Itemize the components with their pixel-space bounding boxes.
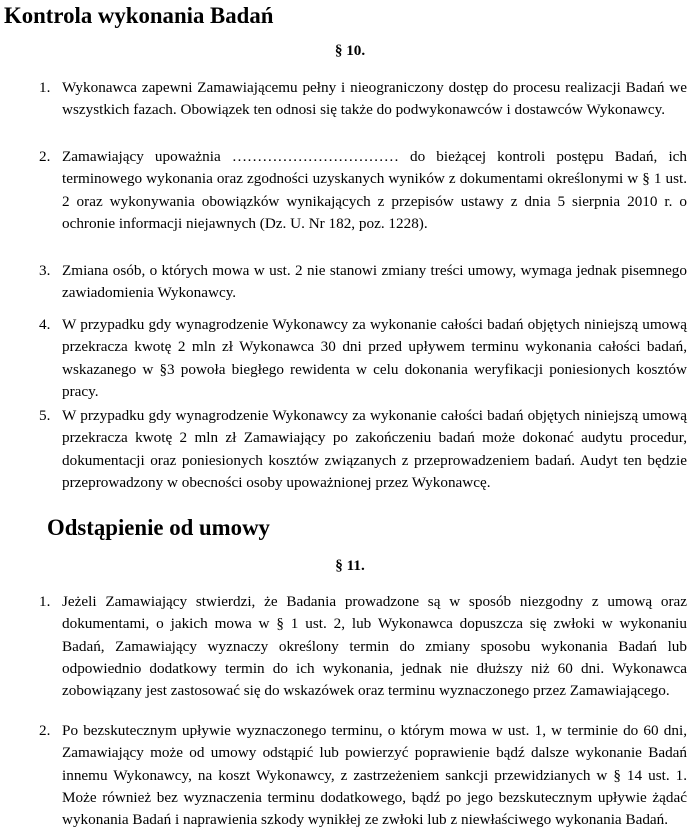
list-item (22, 260, 687, 305)
paragraph-number-10: § 10. (334, 42, 366, 59)
list-item-text: Jeżeli Zamawiający stwierdzi, że Badania prowadzone są w sposób niezgodny z umową oraz dokumentami, o jakich mowa w § 1 ust. 2, lub Wykonawca dopuszcza się zwłoki w wykonaniu Badań, Zamawiający wyznaczy określony termin do zmiany sposobu wykonania Badań lub odpowiednio dodatkowy termin do ich wykonania, jednak nie dłuższy niż 60 dni. Wykonawca zobowiązany jest zastosować się do wskazówek oraz terminu wyznaczonego przez Zamawiającego. (62, 593, 687, 700)
list-item-number: 1. (39, 593, 51, 610)
section-heading-odstapienie: Odstąpienie od umowy (47, 515, 270, 540)
section-heading-kontrola: Kontrola wykonania Badań (4, 3, 274, 28)
list-item-number: 5. (39, 407, 51, 424)
list-item (22, 314, 687, 403)
list-item-number: 2. (39, 722, 51, 739)
list-item-text: W przypadku gdy wynagrodzenie Wykonawcy za wykonanie całości badań objętych niniejszą umową przekracza kwotę 2 mln zł Wykonawca 30 dni przed upływem terminu wykonania całości badań, wskazanego w §3 powoła biegłego rewidenta w celu dokonania weryfikacji poniesionych kosztów pracy. (62, 316, 687, 400)
list-item (22, 77, 687, 122)
list-item-text: W przypadku gdy wynagrodzenie Wykonawcy za wykonanie całości badań objętych niniejszą umową przekracza kwotę 2 mln zł Zamawiający po zakończeniu badań może dokonać audytu procedur, dokumentacji oraz poniesionych kosztów związanych z przeprowadzeniem badań. Audyt ten będzie przeprowadzony w obecności osoby upoważnionej przez Wykonawcę. (62, 407, 687, 491)
paragraph-number-11: § 11. (335, 557, 365, 574)
list-item-text: Wykonawca zapewni Zamawiającemu pełny i nieograniczony dostęp do procesu realizacji Badań we wszystkich fazach. Obowiązek ten odnosi się także do podwykonawców i dostawców Wykonawcy. (62, 79, 687, 119)
list-item-text: Zmiana osób, o których mowa w ust. 2 nie stanowi zmiany treści umowy, wymaga jednak pisemnego zawiadomienia Wykonawcy. (62, 262, 687, 302)
list-item-text: Po bezskutecznym upływie wyznaczonego terminu, o którym mowa w ust. 1, w terminie do 60 dni, Zamawiający może od umowy odstąpić lub powierzyć poprawienie bądź dalsze wykonanie Badań innemu Wykonawcy, na koszt Wykonawcy, z zastrzeżeniem sankcji przewidzianych w § 14 ust. 1. Może również bez wyznaczenia terminu dodatkowego, bądź po jego bezskutecznym upływie żądać wykonania Badań i naprawienia szkody wynikłej ze zwłoki lub z niewłaściwego wykonania Badań. (62, 722, 687, 829)
list-item-number: 4. (39, 316, 51, 333)
list-item-number: 1. (39, 79, 51, 96)
list-item-text: Zamawiający upoważnia …………………………… do bieżącej kontroli postępu Badań, ich terminowego wykonania oraz zgodności uzyskanych wyników z dokumentami określonymi w § 1 ust. 2 oraz wykonywania obowiązków wynikających z przepisów ustawy z dnia 5 sierpnia 2010 r. o ochronie informacji niejawnych (Dz. U. Nr 182, poz. 1228). (62, 148, 687, 232)
list-item (22, 720, 687, 831)
list-item (22, 146, 687, 235)
list-item-number: 3. (39, 262, 51, 279)
list-item-number: 2. (39, 148, 51, 165)
list-item (22, 591, 687, 702)
list-item (22, 405, 687, 494)
